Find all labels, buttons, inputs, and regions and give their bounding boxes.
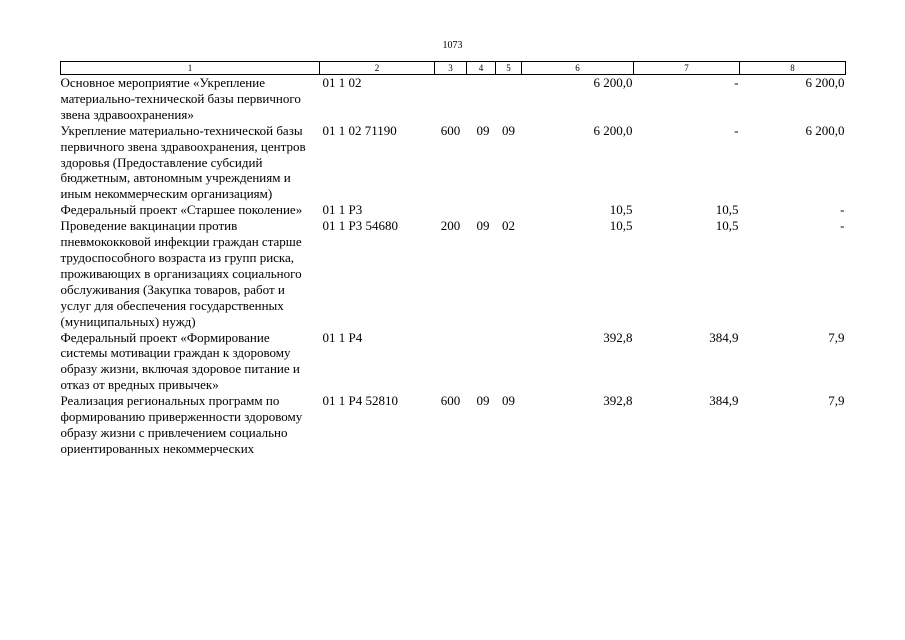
row-sum-federal: - bbox=[734, 122, 739, 138]
row-expense-type: 600 bbox=[440, 122, 461, 138]
table-row bbox=[61, 218, 846, 329]
row-expense-type: 200 bbox=[440, 218, 461, 234]
row-sum-federal: 10,5 bbox=[715, 202, 739, 218]
row-subsection bbox=[496, 330, 522, 394]
header-col-4: 4 bbox=[467, 62, 496, 75]
row-sum-federal: 10,5 bbox=[715, 218, 739, 234]
table-row bbox=[61, 123, 846, 203]
table-body bbox=[61, 75, 846, 457]
header-col-8: 8 bbox=[740, 62, 846, 75]
row-code: 01 1 P4 bbox=[322, 329, 363, 345]
row-sum-regional: - bbox=[840, 218, 845, 234]
row-section: 09 bbox=[476, 122, 490, 138]
row-name: Укрепление материально-технической базы первичного звена здравоохранения, центров здоровья (Предоставление субсидий бюджетным, автономным учреждениям и иным некоммерческим организациям) bbox=[60, 122, 306, 202]
row-code: 01 1 02 71190 bbox=[322, 122, 397, 138]
row-code: 01 1 P4 52810 bbox=[322, 393, 398, 409]
table-row bbox=[61, 330, 846, 394]
header-col-5: 5 bbox=[496, 62, 522, 75]
row-code: 01 1 P3 bbox=[322, 202, 363, 218]
row-name: Реализация региональных программ по формированию приверженности здоровому образу жизни с привлечением социально ориентированных некоммерческих bbox=[60, 393, 303, 456]
row-section: 09 bbox=[476, 393, 490, 409]
row-code: 01 1 P3 54680 bbox=[322, 218, 398, 234]
row-sum-federal: 384,9 bbox=[709, 329, 739, 345]
row-sum-total: 392,8 bbox=[603, 329, 633, 345]
row-sum-regional: 6 200,0 bbox=[805, 122, 845, 138]
row-section bbox=[467, 75, 496, 123]
row-subsection bbox=[496, 75, 522, 123]
row-sum-total: 6 200,0 bbox=[593, 122, 633, 138]
row-subsection bbox=[496, 202, 522, 218]
row-name: Федеральный проект «Старшее поколение» bbox=[60, 202, 303, 218]
row-section: 09 bbox=[476, 218, 490, 234]
header-col-6: 6 bbox=[522, 62, 634, 75]
row-expense-type bbox=[435, 330, 467, 394]
row-section bbox=[467, 202, 496, 218]
row-sum-regional: 7,9 bbox=[828, 393, 845, 409]
header-col-2: 2 bbox=[320, 62, 435, 75]
row-sum-total: 10,5 bbox=[609, 202, 633, 218]
row-code: 01 1 02 bbox=[322, 75, 362, 90]
row-sum-total: 6 200,0 bbox=[593, 75, 633, 90]
row-name: Федеральный проект «Формирование системы мотивации граждан к здоровому образу жизни, включая здоровое питание и отказ от вредных привычек» bbox=[60, 329, 300, 393]
row-section bbox=[467, 330, 496, 394]
row-sum-federal: - bbox=[734, 75, 739, 90]
row-expense-type bbox=[435, 75, 467, 123]
header-col-7: 7 bbox=[634, 62, 740, 75]
budget-table bbox=[60, 61, 846, 457]
row-expense-type bbox=[435, 202, 467, 218]
table-header bbox=[61, 62, 846, 75]
row-expense-type: 600 bbox=[440, 393, 461, 409]
row-sum-total: 392,8 bbox=[603, 393, 633, 409]
header-row bbox=[61, 62, 846, 75]
row-sum-regional: 7,9 bbox=[828, 329, 845, 345]
table-row bbox=[61, 393, 846, 457]
row-subsection: 02 bbox=[502, 218, 515, 234]
page-number: 1073 bbox=[442, 40, 463, 51]
header-col-1: 1 bbox=[61, 62, 320, 75]
header-col-3: 3 bbox=[435, 62, 467, 75]
row-name: Проведение вакцинации против пневмококковой инфекции граждан старше трудоспособного возраста из групп риска, проживающих в организациях социального обслуживания (Закупка товаров, работ и услуг для обеспечения государственных (муниципальных) нужд) bbox=[60, 218, 302, 329]
row-subsection: 09 bbox=[502, 122, 515, 138]
row-name: Основное мероприятие «Укрепление материально-технической базы первичного звена здравоохранения» bbox=[60, 75, 301, 122]
row-sum-total: 10,5 bbox=[609, 218, 633, 234]
row-sum-regional: 6 200,0 bbox=[805, 75, 845, 90]
row-subsection: 09 bbox=[502, 393, 515, 409]
row-sum-federal: 384,9 bbox=[709, 393, 739, 409]
table-row bbox=[61, 202, 846, 218]
row-sum-regional: - bbox=[840, 202, 845, 218]
table-row bbox=[61, 75, 846, 123]
